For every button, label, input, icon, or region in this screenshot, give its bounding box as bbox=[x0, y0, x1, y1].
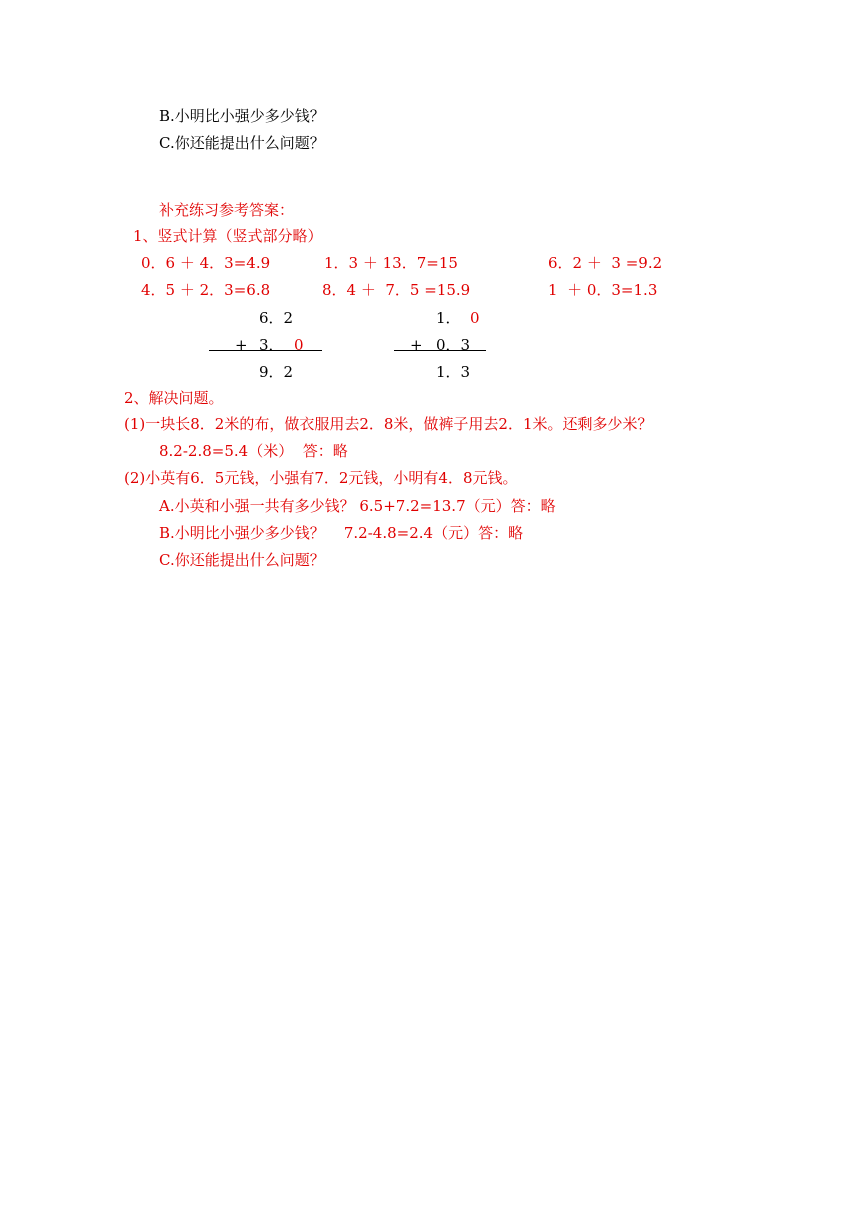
question-b: B.小明比小强少多少钱？ bbox=[159, 107, 325, 125]
calc-r2-c1: 4．5 ＋ 2．3=6.8 bbox=[141, 281, 271, 299]
vertical-left-plus: + bbox=[235, 336, 248, 354]
vertical-right-plus: + bbox=[410, 336, 423, 354]
problem-2c: C.你还能提出什么问题？ bbox=[159, 551, 325, 569]
vertical-left-result: 9．2 bbox=[259, 363, 294, 381]
calc-r2-c3: 1 ＋ 0．3=1.3 bbox=[548, 281, 658, 299]
answer-1: 8.2-2.8=5.4（米） 答：略 bbox=[159, 442, 348, 460]
section1-title: 1、竖式计算（竖式部分略） bbox=[133, 227, 323, 245]
vertical-right-mid: 0．3 bbox=[436, 336, 471, 354]
vertical-right-result: 1．3 bbox=[436, 363, 471, 381]
problem-2b: B.小明比小强少多少钱？ 7.2-4.8=2.4（元）答：略 bbox=[159, 524, 524, 542]
section2-title: 2、解决问题。 bbox=[124, 389, 224, 407]
problem-2a: A.小英和小强一共有多少钱？ 6.5+7.2=13.7（元）答：略 bbox=[159, 497, 556, 515]
answers-title: 补充练习参考答案： bbox=[159, 201, 295, 219]
question-c: C.你还能提出什么问题？ bbox=[159, 134, 325, 152]
problem-2: (2)小英有6．5元钱，小强有7．2元钱，小明有4．8元钱。 bbox=[124, 469, 518, 487]
vertical-right-top-a: 1． bbox=[436, 309, 461, 327]
calc-r1-c3: 6．2 ＋ 3 =9.2 bbox=[548, 254, 663, 272]
calc-r1-c1: 0．6 ＋ 4．3=4.9 bbox=[141, 254, 271, 272]
vertical-right-rule bbox=[394, 350, 486, 351]
calc-r1-c2: 1．3 ＋ 13．7=15 bbox=[324, 254, 458, 272]
vertical-left-mid-a: 3． bbox=[259, 336, 284, 354]
vertical-left-mid-b: 0 bbox=[294, 336, 304, 354]
calc-r2-c2: 8．4 ＋ 7．5 =15.9 bbox=[322, 281, 471, 299]
vertical-right-top-b: 0 bbox=[470, 309, 480, 327]
vertical-left-rule bbox=[209, 350, 322, 351]
vertical-left-top: 6．2 bbox=[259, 309, 294, 327]
problem-1: (1)一块长8．2米的布，做衣服用去2．8米，做裤子用去2．1米。还剩多少米？ bbox=[124, 415, 653, 433]
